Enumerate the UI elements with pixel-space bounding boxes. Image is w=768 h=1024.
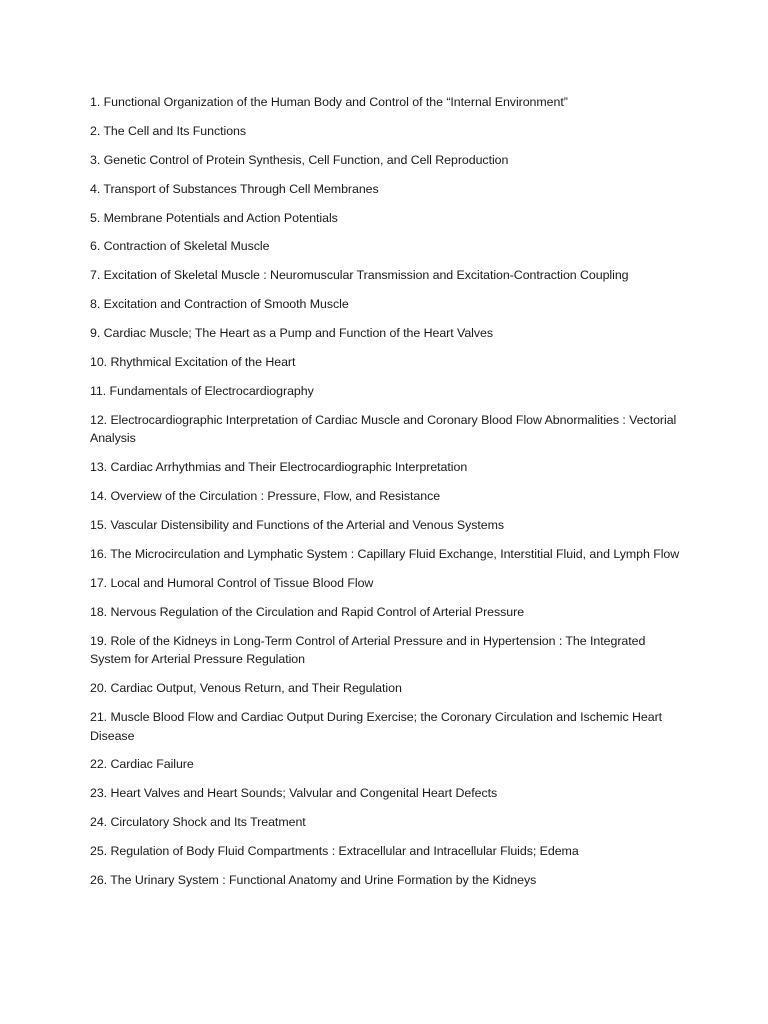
table-of-contents	[90, 93, 680, 900]
toc-item-16: 16. The Microcirculation and Lymphatic System : Capillary Fluid Exchange, Interstitial Fluid, and Lymph Flow	[90, 546, 680, 561]
toc-item-12: 12. Electrocardiographic Interpretation of Cardiac Muscle and Coronary Blood Flow Abnormalities : Vectorial Analysis	[90, 412, 677, 446]
toc-item-5: 5. Membrane Potentials and Action Potentials	[90, 210, 338, 225]
toc-item-1: 1. Functional Organization of the Human Body and Control of the “Internal Environment”	[90, 95, 568, 109]
toc-item-6: 6. Contraction of Skeletal Muscle	[90, 239, 270, 254]
toc-item-13: 13. Cardiac Arrhythmias and Their Electrocardiographic Interpretation	[90, 460, 468, 475]
toc-item-20: 20. Cardiac Output, Venous Return, and Their Regulation	[90, 681, 402, 696]
toc-item-22: 22. Cardiac Failure	[90, 757, 194, 772]
toc-item-15: 15. Vascular Distensibility and Functions of the Arterial and Venous Systems	[90, 518, 505, 533]
toc-item-18: 18. Nervous Regulation of the Circulation and Rapid Control of Arterial Pressure	[90, 604, 525, 619]
toc-item-9: 9. Cardiac Muscle; The Heart as a Pump and Function of the Heart Valves	[90, 326, 494, 341]
toc-item-17: 17. Local and Humoral Control of Tissue Blood Flow	[90, 575, 374, 590]
toc-item-2: 2. The Cell and Its Functions	[90, 123, 247, 138]
toc-item-3: 3. Genetic Control of Protein Synthesis, Cell Function, and Cell Reproduction	[90, 152, 509, 167]
toc-item-24: 24. Circulatory Shock and Its Treatment	[90, 815, 306, 830]
toc-item-7: 7. Excitation of Skeletal Muscle : Neuromuscular Transmission and Excitation-Contraction Coupling	[90, 268, 629, 283]
toc-item-25: 25. Regulation of Body Fluid Compartments : Extracellular and Intracellular Fluids; Edema	[90, 844, 579, 859]
toc-item-11: 11. Fundamentals of Electrocardiography	[90, 383, 314, 398]
toc-item-10: 10. Rhythmical Excitation of the Heart	[90, 355, 296, 370]
toc-item-23: 23. Heart Valves and Heart Sounds; Valvular and Congenital Heart Defects	[90, 786, 498, 801]
toc-item-4: 4. Transport of Substances Through Cell Membranes	[90, 181, 379, 196]
toc-item-21: 21. Muscle Blood Flow and Cardiac Output During Exercise; the Coronary Circulation and Ischemic Heart Disease	[90, 710, 663, 743]
toc-item-19: 19. Role of the Kidneys in Long-Term Control of Arterial Pressure and in Hypertension : The Integrated System for Arterial Pressure Regulation	[90, 633, 646, 667]
toc-item-8: 8. Excitation and Contraction of Smooth Muscle	[90, 297, 349, 312]
toc-item-14: 14. Overview of the Circulation : Pressure, Flow, and Resistance	[90, 489, 441, 504]
toc-item-26: 26. The Urinary System : Functional Anatomy and Urine Formation by the Kidneys	[90, 873, 537, 888]
